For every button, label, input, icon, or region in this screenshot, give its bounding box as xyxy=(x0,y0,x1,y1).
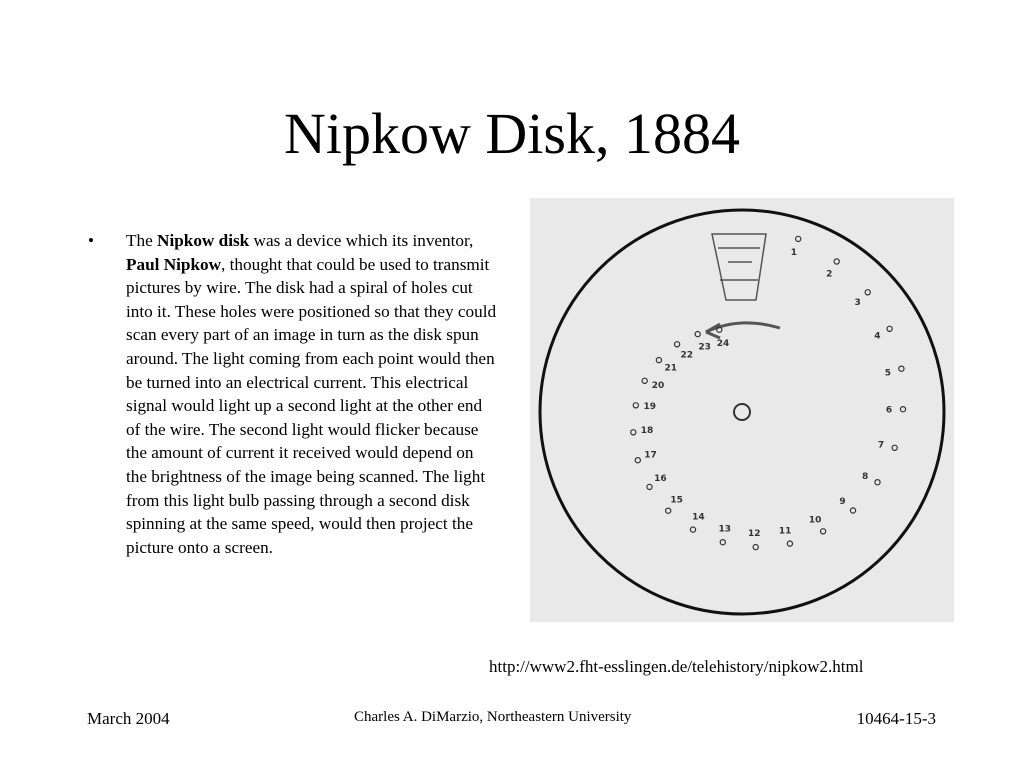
hole-number-label: 24 xyxy=(716,339,730,350)
bullet-text xyxy=(126,229,498,559)
hole-number-label: 4 xyxy=(874,331,881,342)
bullet-bold-paul-nipkow: Paul Nipkow xyxy=(126,254,222,274)
scan-frame-sketch xyxy=(712,234,766,300)
disk-hole xyxy=(850,508,855,513)
bullet-text-part-2: was a device which its inventor, xyxy=(249,231,474,250)
disk-hole xyxy=(796,236,801,241)
bullet-paragraph xyxy=(84,229,504,559)
hole-number-label: 13 xyxy=(718,524,732,535)
disk-hole xyxy=(821,529,826,534)
disk-hole xyxy=(656,358,661,363)
disk-hole xyxy=(642,378,647,383)
nipkow-disk-drawing xyxy=(530,198,954,622)
hole-number-label: 8 xyxy=(861,471,869,482)
hole-number-label: 23 xyxy=(698,342,711,353)
disk-hole xyxy=(865,290,870,295)
footer-slide-id: 10464-15-3 xyxy=(856,709,936,728)
hole-number-label: 14 xyxy=(692,512,705,523)
disk-hole xyxy=(631,430,636,435)
hole-number-label: 10 xyxy=(808,515,822,526)
disk-hole xyxy=(675,342,680,347)
footer-date: March 2004 xyxy=(87,709,170,728)
disk-hole xyxy=(635,458,640,463)
hole-number-label: 5 xyxy=(884,368,892,379)
disk-outline xyxy=(540,210,944,614)
hole-number-label: 12 xyxy=(748,529,761,540)
hole-number-label: 18 xyxy=(640,425,654,436)
bullet-marker: • xyxy=(88,231,95,250)
image-source-caption: http://www2.fht-esslingen.de/telehistory/nipkow2.html xyxy=(489,657,864,676)
disk-hole xyxy=(695,332,700,337)
hole-number-label: 16 xyxy=(654,474,667,485)
hole-number-label: 17 xyxy=(644,450,657,461)
disk-hole xyxy=(633,403,638,408)
hole-number-label: 21 xyxy=(664,363,678,374)
hole-number-label: 22 xyxy=(680,350,694,361)
disk-center-hub xyxy=(734,404,750,420)
disk-hole xyxy=(834,259,839,264)
bullet-text-part-1: The xyxy=(126,231,158,250)
nipkow-disk-figure xyxy=(530,198,954,622)
hole-number-label: 6 xyxy=(885,405,893,416)
slide-title: Nipkow Disk, 1884 xyxy=(284,101,740,166)
hole-number-label: 20 xyxy=(651,381,665,391)
hole-number-label: 1 xyxy=(790,248,798,259)
disk-hole xyxy=(892,445,897,450)
bullet-text-part-3: , thought that could be used to transmit pictures by wire. The disk had a spiral of holes cut into it. These holes were positioned so that they could scan every part of an image in turn as the disk spun around. The light coming from each point would then be turned into an electrical current. This electrical signal would light up a second light at the other end of the wire. The second light would flicker because the amount of current it received would depend on the brightness of the image being scanned. The light from this light bulb passing through a second disk spinning at the same speed, would then project the picture onto a screen. xyxy=(126,254,497,557)
hole-number-label: 7 xyxy=(877,440,885,451)
disk-hole xyxy=(753,545,758,550)
disk-hole xyxy=(887,326,892,331)
hole-number-label: 11 xyxy=(778,526,792,537)
bullet-bold-nipkow-disk: Nipkow disk xyxy=(157,231,250,250)
disk-hole xyxy=(875,480,880,485)
disk-hole xyxy=(899,366,904,371)
disk-hole xyxy=(666,508,671,513)
holes-layer xyxy=(631,236,906,549)
footer-author: Charles A. DiMarzio, Northeastern University xyxy=(354,709,632,725)
disk-hole xyxy=(787,541,792,546)
disk-hole xyxy=(900,407,905,412)
hole-number-label: 2 xyxy=(826,269,833,280)
disk-hole xyxy=(647,484,652,489)
hole-number-label: 9 xyxy=(839,497,846,508)
hole-number-label: 19 xyxy=(643,402,657,413)
hole-number-label: 15 xyxy=(670,495,683,506)
hole-number-label: 3 xyxy=(854,297,861,308)
disk-hole xyxy=(720,540,725,545)
disk-hole xyxy=(690,527,695,532)
